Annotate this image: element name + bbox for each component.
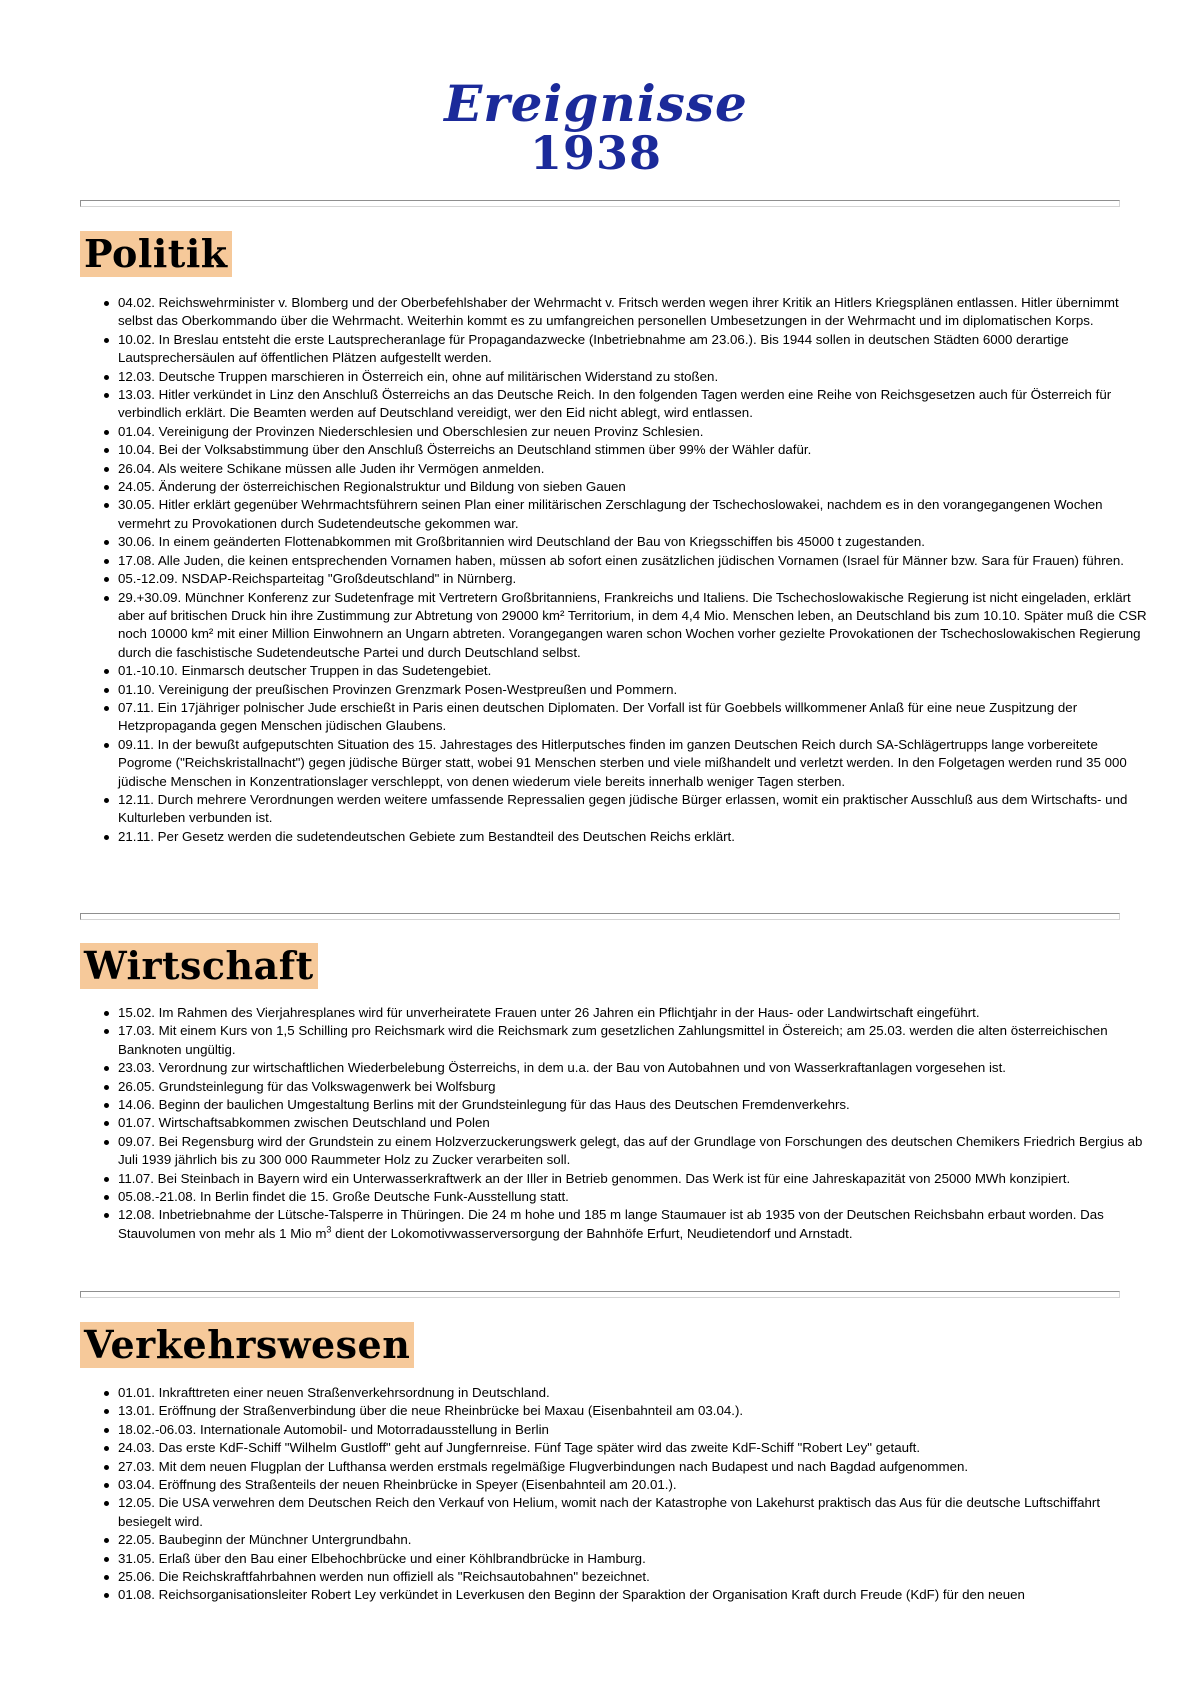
list-item: 29.+30.09. Münchner Konferenz zur Sudetenfrage mit Vertretern Großbritanniens, Frankreichs und Italiens. Die Tschechoslowakische Regierung ist nicht eingeladen, erklärt aber auf britischen Druck hin ihre Zustimmung zur Abtretung von 29000 km² Territorium, in dem 4,4 Mio. Menschen leben, an Deutschland bis zum 10.10. Später muß die CSR noch 10000 km² mit einer Million Einwohnern an Ungarn abtreten. Vorangegangen waren schon Wochen vorher gezielte Provokationen der Tschechoslowakischen Regierung durch die faschistische Sudetendeutsche Partei und durch Deutschland selbst. [118, 589, 1148, 663]
list-item: 01.-10.10. Einmarsch deutscher Truppen in das Sudetengebiet. [118, 662, 1148, 680]
section-heading-politik: Politik [80, 231, 232, 277]
section-heading-wirtschaft: Wirtschaft [80, 943, 318, 989]
list-item: 05.-12.09. NSDAP-Reichsparteitag "Großdeutschland" in Nürnberg. [118, 570, 1148, 588]
list-item: 30.05. Hitler erklärt gegenüber Wehrmachtsführern seinen Plan einer militärischen Zerschlagung der Tschechoslowakei, nachdem es in den vorangegangenen Wochen vermehrt zu Provokationen durch Sudetendeutsche gekommen war. [118, 496, 1148, 533]
list-item: 22.05. Baubeginn der Münchner Untergrundbahn. [118, 1531, 1148, 1549]
page-header [0, 74, 1192, 180]
list-item: 30.06. In einem geänderten Flottenabkommen mit Großbritannien wird Deutschland der Bau von Kriegsschiffen bis 45000 t zugestanden. [118, 533, 1148, 551]
item-text: dient der Lokomotivwasserversorgung der Bahnhöfe Erfurt, Neudietendorf und Arnstadt. [331, 1225, 853, 1241]
page-title: Ereignisse [444, 74, 748, 133]
list-item: 01.04. Vereinigung der Provinzen Niederschlesien und Oberschlesien zur neuen Provinz Schlesien. [118, 423, 1148, 441]
list-item: 11.07. Bei Steinbach in Bayern wird ein Unterwasserkraftwerk an der Iller in Betrieb genommen. Das Werk ist für eine Jahreskapazität von 25000 MWh konzipiert. [118, 1170, 1148, 1188]
list-item: 09.07. Bei Regensburg wird der Grundstein zu einem Holzverzuckerungswerk gelegt, das auf der Grundlage von Forschungen des deutschen Chemikers Friedrich Bergius ab Juli 1939 jährlich bis zu 300 000 Raummeter Holz zu Zucker verarbeiten soll. [118, 1133, 1148, 1170]
list-item: 07.11. Ein 17jähriger polnischer Jude erschießt in Paris einen deutschen Diplomaten. Der Vorfall ist für Goebbels willkommener Anlaß für eine neue Zuspitzung der Hetzpropaganda gegen Menschen jüdischen Glaubens. [118, 699, 1148, 736]
superscript: 3 [326, 1224, 332, 1235]
list-item: 14.06. Beginn der baulichen Umgestaltung Berlins mit der Grundsteinlegung für das Haus des Deutschen Fremdenverkehrs. [118, 1096, 1148, 1114]
list-item: 12.11. Durch mehrere Verordnungen werden weitere umfassende Repressalien gegen jüdische Bürger erlassen, womit ein praktischer Ausschluß aus dem Wirtschafts- und Kulturleben verbunden ist. [118, 791, 1148, 828]
list-item: 26.04. Als weitere Schikane müssen alle Juden ihr Vermögen anmelden. [118, 460, 1148, 478]
page-title-year: 1938 [529, 126, 663, 180]
list-item: 31.05. Erlaß über den Bau einer Elbehochbrücke und einer Köhlbrandbrücke in Hamburg. [118, 1550, 1148, 1568]
item-text: 12.08. Inbetriebnahme der Lütsche-Talsperre in Thüringen. Die 24 m hohe und 185 m lange Staumauer ist ab 1935 von der Deutschen Reichsbahn erbaut worden. Das Stauvolumen von mehr als 1 Mio m [118, 1207, 1104, 1241]
list-item: 10.04. Bei der Volksabstimmung über den Anschluß Österreichs an Deutschland stimmen über 99% der Wähler dafür. [118, 441, 1148, 459]
divider [80, 1291, 1120, 1298]
section-heading-verkehrswesen: Verkehrswesen [80, 1322, 414, 1368]
list-item: 01.10. Vereinigung der preußischen Provinzen Grenzmark Posen-Westpreußen und Pommern. [118, 681, 1148, 699]
list-item: 10.02. In Breslau entsteht die erste Lautsprecheranlage für Propagandazwecke (Inbetriebnahme am 23.06.). Bis 1944 sollen in deutschen Städten 6000 derartige Lautsprechersäulen auf öffentlichen Plätzen aufgestellt werden. [118, 331, 1148, 368]
list-item: 24.03. Das erste KdF-Schiff "Wilhelm Gustloff" geht auf Jungfernreise. Fünf Tage später wird das zweite KdF-Schiff "Robert Ley" getauft. [118, 1439, 1148, 1457]
list-item: 04.02. Reichswehrminister v. Blomberg und der Oberbefehlshaber der Wehrmacht v. Fritsch werden wegen ihrer Kritik an Hitlers Kriegsplänen entlassen. Hitler übernimmt selbst das Oberkommando über die Wehrmacht. Weiterhin kommt es zu umfangreichen personellen Umbesetzungen in der Wehrmacht und im diplomatischen Korps. [118, 294, 1148, 331]
list-item: 12.05. Die USA verwehren dem Deutschen Reich den Verkauf von Helium, womit nach der Katastrophe von Lakehurst praktisch das Aus für die deutsche Luftschiffahrt besiegelt wird. [118, 1494, 1148, 1531]
list-item: 26.05. Grundsteinlegung für das Volkswagenwerk bei Wolfsburg [118, 1078, 1148, 1096]
list-item: 13.03. Hitler verkündet in Linz den Anschluß Österreichs an das Deutsche Reich. In den folgenden Tagen werden eine Reihe von Reichsgesetzen auch für Österreich für verbindlich erklärt. Die Beamten werden auf Deutschland vereidigt, wer den Eid nicht ablegt, wird entlassen. [118, 386, 1148, 423]
list-item [118, 1206, 1148, 1243]
list-item: 23.03. Verordnung zur wirtschaftlichen Wiederbelebung Österreichs, in dem u.a. der Bau von Autobahnen und von Wasserkraftanlagen vorgesehen ist. [118, 1059, 1148, 1077]
event-list-verkehrswesen [100, 1384, 1148, 1605]
list-item: 01.08. Reichsorganisationsleiter Robert Ley verkündet in Leverkusen den Beginn der Sparaktion der Organisation Kraft durch Freude (KdF) für den neuen [118, 1586, 1148, 1604]
list-item: 15.02. Im Rahmen des Vierjahresplanes wird für unverheiratete Frauen unter 26 Jahren ein Pflichtjahr in der Haus- oder Landwirtschaft eingeführt. [118, 1004, 1148, 1022]
list-item: 21.11. Per Gesetz werden die sudetendeutschen Gebiete zum Bestandteil des Deutschen Reichs erklärt. [118, 828, 1148, 846]
divider [80, 913, 1120, 920]
list-item: 03.04. Eröffnung des Straßenteils der neuen Rheinbrücke in Speyer (Eisenbahnteil am 20.01.). [118, 1476, 1148, 1494]
list-item: 13.01. Eröffnung der Straßenverbindung über die neue Rheinbrücke bei Maxau (Eisenbahnteil am 03.04.). [118, 1402, 1148, 1420]
list-item: 09.11. In der bewußt aufgeputschten Situation des 15. Jahrestages des Hitlerputsches finden im ganzen Deutschen Reich durch SA-Schlägertrupps lange vorbereitete Pogrome ("Reichskristallnacht") gegen jüdische Bürger statt, wobei 91 Menschen sterben und viele mißhandelt und verletzt werden. In den Folgetagen werden rund 35 000 jüdische Menschen in Konzentrationslager verschleppt, von denen wiederum viele bereits innerhalb weniger Tagen sterben. [118, 736, 1148, 791]
event-list-politik [100, 294, 1148, 846]
list-item: 17.08. Alle Juden, die keinen entsprechenden Vornamen haben, müssen ab sofort einen zusätzlichen jüdischen Vornamen (Israel für Männer bzw. Sara für Frauen) führen. [118, 552, 1148, 570]
list-item: 24.05. Änderung der österreichischen Regionalstruktur und Bildung von sieben Gauen [118, 478, 1148, 496]
list-item: 25.06. Die Reichskraftfahrbahnen werden nun offiziell als "Reichsautobahnen" bezeichnet. [118, 1568, 1148, 1586]
list-item: 12.03. Deutsche Truppen marschieren in Österreich ein, ohne auf militärischen Widerstand zu stoßen. [118, 368, 1148, 386]
list-item: 17.03. Mit einem Kurs von 1,5 Schilling pro Reichsmark wird die Reichsmark zum gesetzlichen Zahlungsmittel in Östereich; am 25.03. werden die alten österreichischen Banknoten ungültig. [118, 1022, 1148, 1059]
list-item: 18.02.-06.03. Internationale Automobil- und Motorradausstellung in Berlin [118, 1421, 1148, 1439]
list-item: 05.08.-21.08. In Berlin findet die 15. Große Deutsche Funk-Ausstellung statt. [118, 1188, 1148, 1206]
list-item: 01.07. Wirtschaftsabkommen zwischen Deutschland und Polen [118, 1114, 1148, 1132]
list-item: 27.03. Mit dem neuen Flugplan der Lufthansa werden erstmals regelmäßige Flugverbindungen nach Budapest und nach Bagdad aufgenommen. [118, 1458, 1148, 1476]
event-list-wirtschaft [100, 1004, 1148, 1243]
divider [80, 200, 1120, 207]
list-item: 01.01. Inkrafttreten einer neuen Straßenverkehrsordnung in Deutschland. [118, 1384, 1148, 1402]
